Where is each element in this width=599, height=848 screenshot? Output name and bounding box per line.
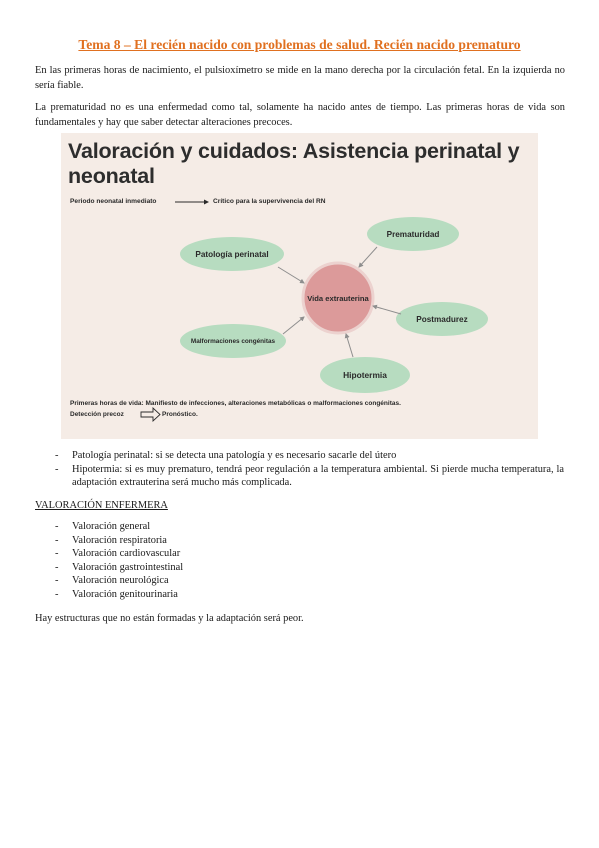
- list-item: - Valoración neurológica: [55, 574, 355, 588]
- footer-primeras-horas: Primeras horas de vida: Manifiesto de infecciones, alteraciones metabólicas o malformaciones congénitas.: [70, 400, 401, 407]
- list-item: - Valoración respiratoria: [55, 534, 355, 548]
- footer-deteccion: Detección precoz: [70, 411, 124, 418]
- slide-title: Valoración y cuidados: Asistencia perinatal y neonatal: [68, 139, 520, 188]
- paragraph-estructuras: Hay estructuras que no están formadas y la adaptación será peor.: [35, 613, 304, 624]
- notes-list: [55, 449, 564, 490]
- node-hipotermia: Hipotermia: [343, 370, 387, 380]
- document-title: Tema 8 – El recién nacido con problemas de salud. Recién nacido prematuro: [78, 37, 521, 52]
- node-postmadurez: Postmadurez: [416, 314, 468, 324]
- period-result: Crítico para la supervivencia del RN: [213, 198, 326, 205]
- list-item: - Hipotermia: si es muy prematuro, tendrá peor regulación a la temperatura ambiental. Si pierde mucha temperatura, la adaptación extrauterina será mucho más complicada.: [55, 463, 564, 490]
- node-patologia-perinatal: Patología perinatal: [195, 249, 269, 259]
- list-item: - Valoración gastrointestinal: [55, 561, 355, 575]
- node-malformaciones-congenitas: Malformaciones congénitas: [190, 337, 276, 345]
- node-prematuridad: Prematuridad: [386, 229, 440, 239]
- period-label: Periodo neonatal inmediato: [70, 198, 157, 205]
- list-item: - Valoración cardiovascular: [55, 547, 355, 561]
- paragraph-pulsioximetro: En las primeras horas de nacimiento, el pulsioxímetro se mide en la mano derecha por la circulación fetal. En la izquierda no sería fiable.: [35, 65, 565, 91]
- section-heading: VALORACIÓN ENFERMERA: [35, 500, 168, 511]
- paragraph-prematuridad: La prematuridad no es una enfermedad como tal, solamente ha nacido antes de tiempo. Las primeras horas de vida son fundamentales y hay que saber detectar alteraciones precoces.: [35, 102, 565, 128]
- detection-arrow: [141, 408, 160, 421]
- slide-image: [61, 133, 538, 439]
- list-item: - Valoración genitourinaria: [55, 588, 355, 602]
- list-item: - Valoración general: [55, 520, 355, 534]
- valoracion-list: [55, 520, 355, 601]
- node-vida-extrauterina: Vida extrauterina: [307, 293, 369, 303]
- footer-pronostico: Pronóstico.: [162, 411, 198, 418]
- list-item: - Patología perinatal: si se detecta una patología y es necesario sacarle del útero: [55, 449, 564, 463]
